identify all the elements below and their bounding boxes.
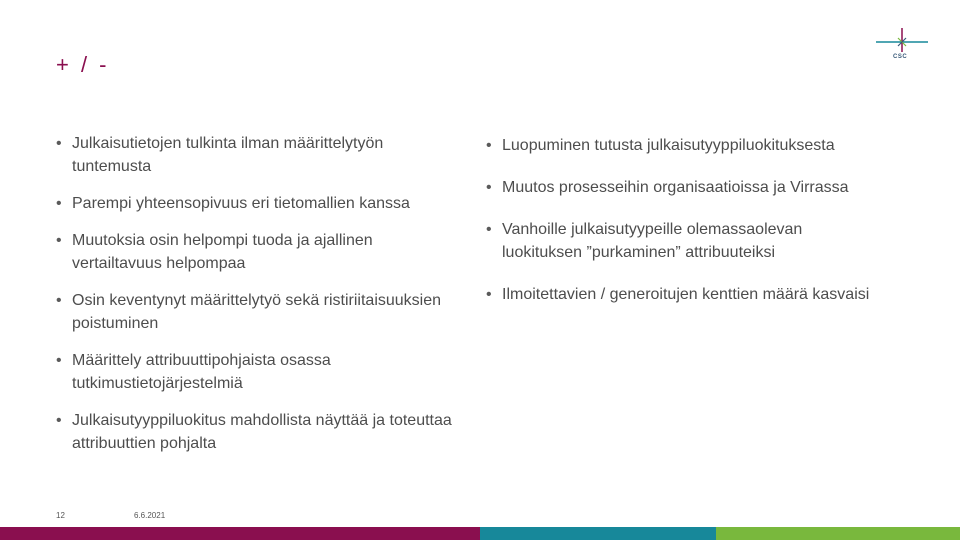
list-item: • Osin keventynyt määrittelytyö sekä ristiriitaisuuksien poistuminen	[56, 289, 456, 335]
footer-bar-magenta	[0, 527, 480, 540]
list-item: • Julkaisutyyppiluokitus mahdollista näyttää ja toteuttaa attribuuttien pohjalta	[56, 409, 456, 455]
list-item: • Ilmoitettavien / generoitujen kenttien määrä kasvaisi	[486, 283, 886, 306]
footer-bar-teal	[480, 527, 716, 540]
page-number: 12	[56, 511, 65, 520]
footer-date: 6.6.2021	[134, 511, 166, 520]
list-item: • Julkaisutietojen tulkinta ilman määrittelytyön tuntemusta	[56, 132, 456, 178]
list-item: • Määrittely attribuuttipohjaista osassa tutkimustietojärjestelmiä	[56, 349, 456, 395]
list-item: • Muutoksia osin helpompi tuoda ja ajallinen vertailtavuus helpompaa	[56, 229, 456, 275]
list-item: • Parempi yhteensopivuus eri tietomallien kanssa	[56, 192, 456, 215]
logo-text: CSC	[893, 54, 908, 60]
list-item: • Luopuminen tutusta julkaisutyyppiluokituksesta	[486, 134, 886, 157]
right-bullet-list	[486, 134, 886, 325]
list-item: • Muutos prosesseihin organisaatioissa ja Virrassa	[486, 176, 886, 199]
slide-title: + / -	[56, 52, 110, 77]
left-bullet-list	[56, 132, 456, 469]
list-item: • Vanhoille julkaisutyypeille olemassaolevan luokituksen ”purkaminen” attribuuteiksi	[486, 218, 886, 264]
footer-bar-green	[716, 527, 960, 540]
